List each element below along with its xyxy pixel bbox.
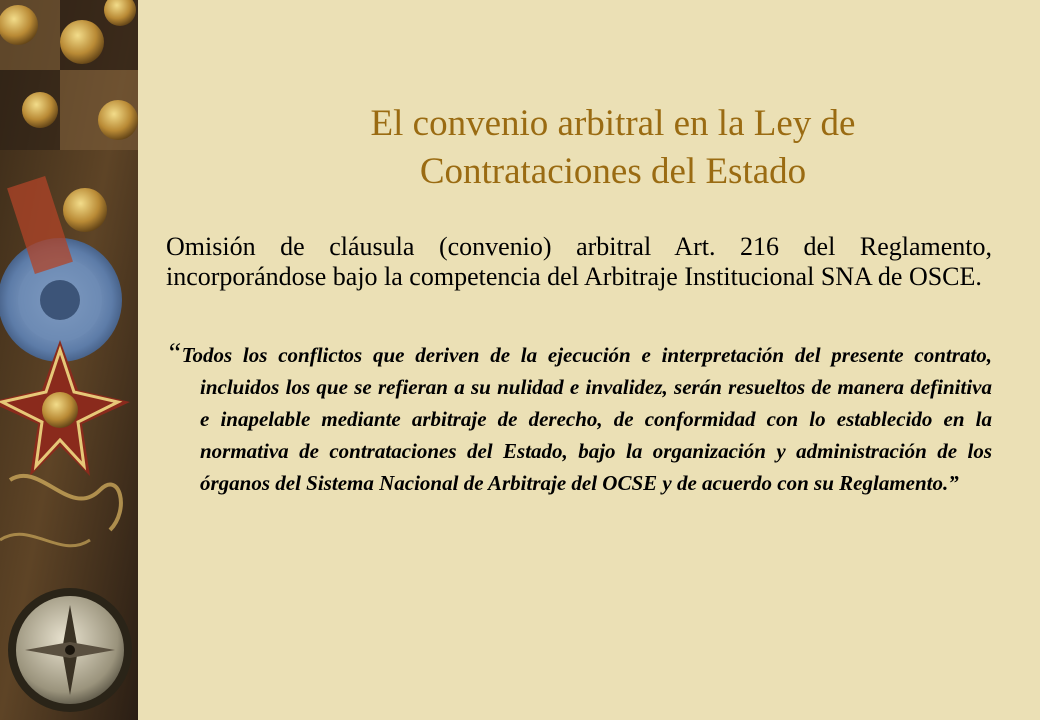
quote-text: Todos los conflictos que deriven de la ejecución e interpretación del presente contrato, incluidos los que se refieran a su nulidad e invalidez, serán resueltos de manera definitiva e inapelable mediante arbitraje de derecho, de conformidad con lo establecido en la normativa de contrataciones del Estado, bajo la organización y administración de los órganos del Sistema Nacional de Arbitraje del OCSE y de acuerdo con su Reglamento.” xyxy=(181,343,992,495)
title-line-2: Contrataciones del Estado xyxy=(419,151,807,192)
body-paragraph: Omisión de cláusula (convenio) arbitral Art. 216 del Reglamento, incorporándose bajo la competencia del Arbitraje Institucional SNA de OSCE. xyxy=(166,232,992,291)
quoted-clause xyxy=(166,338,992,499)
slide-title xyxy=(218,100,1008,196)
title-line-1: El convenio arbitral en la Ley de xyxy=(370,103,856,144)
decorative-side-image xyxy=(0,0,138,720)
medal-and-compass-illustration xyxy=(0,0,138,720)
opening-quote-mark: “ xyxy=(166,338,182,369)
slide-content xyxy=(138,0,1040,720)
